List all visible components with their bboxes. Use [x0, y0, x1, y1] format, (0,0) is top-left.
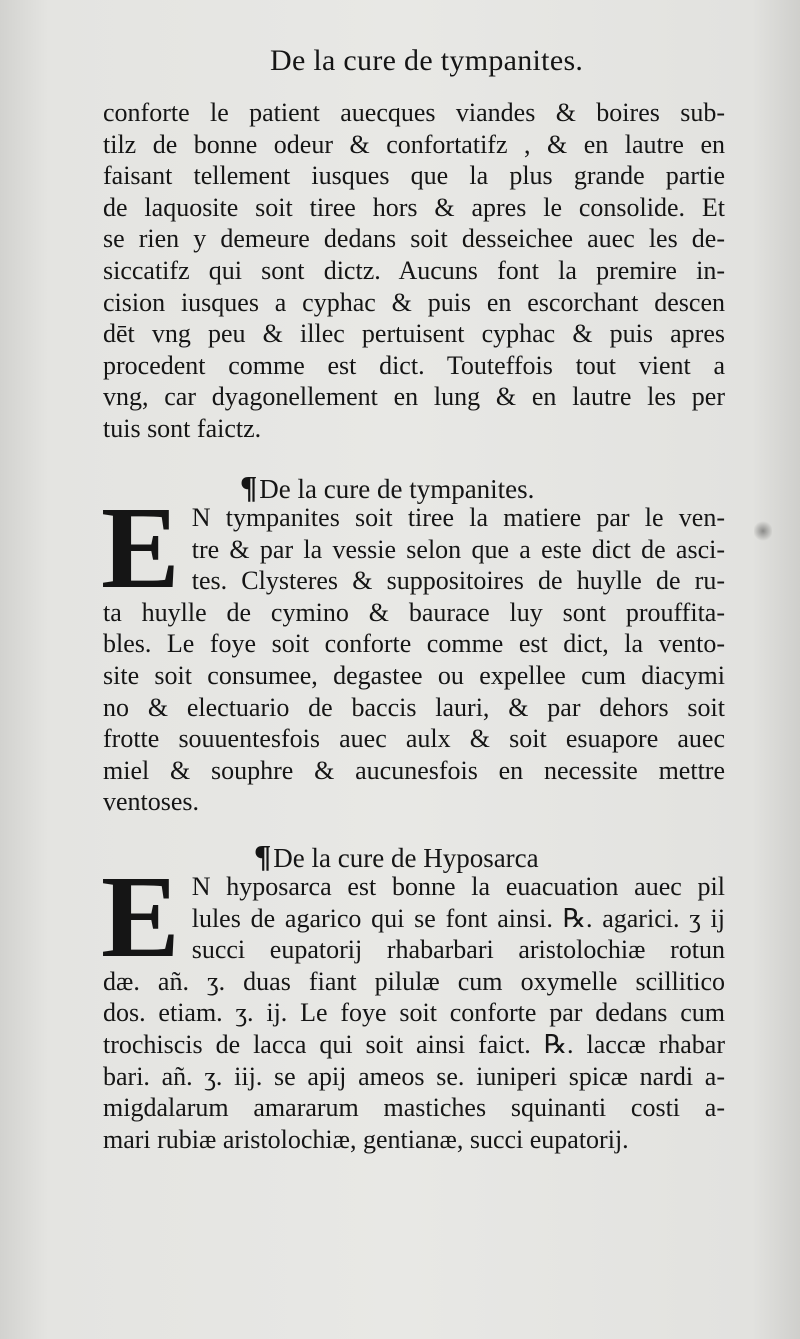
text-line: mari rubiæ aristolochiæ, gentianæ, succi eupatorij.	[103, 1124, 629, 1154]
text-line: no & electuario de baccis lauri, & par dehors soit	[103, 692, 725, 722]
text-line: dos. etiam. ʒ. ij. Le foye soit conforte par dedans cum	[103, 998, 725, 1028]
text-line: N hyposarca est bonne la euacuation auec pil	[191, 872, 725, 901]
text-line: se rien y demeure dedans soit desseichee auec les de-	[103, 224, 725, 254]
section-heading	[254, 838, 539, 875]
text-line: vng, car dyagonellement en lung & en lautre les per	[103, 382, 725, 412]
text-line: de laquosite soit tiree hors & apres le consolide. Et	[103, 192, 725, 222]
text-line: tre & par la vessie selon que a este dict de asci-	[191, 534, 725, 564]
text-line: migdalarum amararum mastiches squinanti costi a-	[103, 1093, 725, 1123]
drop-cap-initial: E	[101, 851, 180, 982]
text-line: dæ. añ. ʒ. duas fiant pilulæ cum oxymelle scillitico	[103, 966, 725, 996]
text-line: tuis sont faictz.	[103, 413, 262, 443]
text-line: lules de agarico qui se font ainsi. ℞. agarici. ʒ ij	[191, 903, 725, 933]
text-line: N tympanites soit tiree la matiere par le ven-	[191, 503, 725, 532]
text-line: site soit consumee, degastee ou expellee cum diacymi	[103, 660, 725, 690]
text-line: succi eupatorij rhabarbari aristolochiæ rotun	[191, 935, 725, 965]
text-line: trochiscis de lacca qui soit ainsi faict. ℞. laccæ rhabar	[103, 1029, 725, 1059]
section-heading	[240, 469, 534, 506]
text-line: conforte le patient auecques viandes & boires sub-	[103, 98, 725, 127]
text-line: miel & souphre & aucunesfois en necessite mettre	[103, 755, 725, 785]
text-line: frotte souuentesfois auec aulx & soit esuapore auec	[103, 724, 725, 754]
text-line: bari. añ. ʒ. iij. se apij ameos se. iuniperi spicæ nardi a-	[103, 1061, 725, 1091]
text-line: faisant tellement iusques que la plus grande partie	[103, 161, 725, 191]
text-line: cision iusques a cyphac & puis en escorchant descen	[103, 287, 725, 317]
section-heading-text: De la cure de tympanites.	[259, 474, 535, 504]
text-line: siccatifz qui sont dictz. Aucuns font la premire in-	[103, 255, 725, 285]
paragraph-continued	[103, 97, 725, 445]
running-head: De la cure de tympanites.	[270, 44, 584, 77]
section-heading-text: De la cure de Hyposarca	[273, 843, 539, 873]
pilcrow-icon: ¶	[240, 469, 258, 505]
text-line: ventoses.	[103, 787, 200, 817]
text-line: ta huylle de cymino & baurace luy sont prouffita-	[103, 597, 725, 627]
drop-cap-initial: E	[101, 482, 180, 613]
text-line: procedent comme est dict. Touteffois tout vient a	[103, 350, 725, 380]
text-line: dēt vng peu & illec pertuisent cyphac & puis apres	[103, 319, 725, 349]
text-line: tes. Clysteres & suppositoires de huylle de ru-	[191, 566, 725, 596]
ink-blot	[754, 520, 772, 542]
text-line: tilz de bonne odeur & confortatifz , & en lautre en	[103, 129, 725, 159]
text-line: bles. Le foye soit conforte comme est dict, la vento-	[103, 629, 725, 659]
pilcrow-icon: ¶	[254, 838, 272, 874]
